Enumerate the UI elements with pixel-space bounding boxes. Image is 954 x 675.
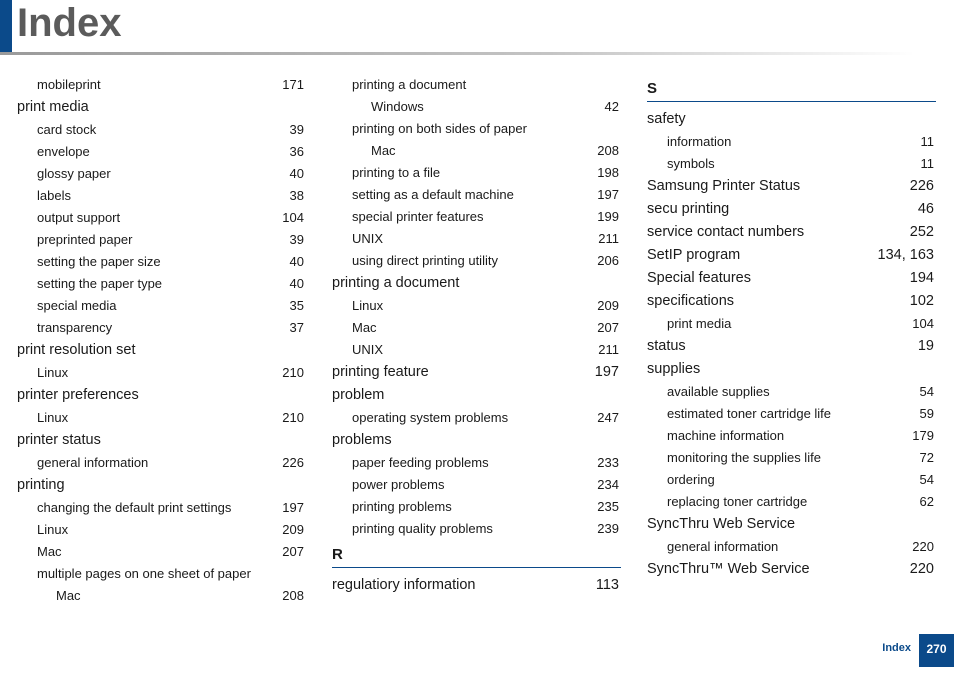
index-subentry [647,403,934,425]
index-column-1 [17,74,304,607]
entry-term: Mac [56,588,81,603]
entry-term: mobileprint [37,77,101,92]
entry-term: multiple pages on one sheet of paper [37,566,251,581]
entry-term: secu printing [647,201,730,217]
index-subentry [17,362,304,384]
index-subentry [17,185,304,207]
entry-page-ref[interactable]: 247 [597,410,619,425]
entry-page-ref[interactable]: 209 [282,522,304,537]
index-entry [647,198,934,221]
index-subentry [332,474,619,496]
header-divider [0,52,915,55]
index-letter-heading [647,74,934,108]
index-entry [647,244,934,267]
index-subentry [332,118,619,140]
index-subentry [17,452,304,474]
index-subentry [647,491,934,513]
index-subentry [17,74,304,96]
entry-term: safety [647,111,686,127]
index-subentry [332,452,619,474]
entry-term: SetIP program [647,247,741,263]
entry-term: Special features [647,270,751,286]
index-subentry [17,295,304,317]
index-subentry [332,317,619,339]
entry-term: paper feeding problems [352,455,489,470]
index-subentry [332,140,619,162]
index-subentry [17,563,304,585]
entry-page-ref[interactable]: 102 [909,293,934,309]
entry-term: special printer features [352,209,484,224]
index-subentry [17,251,304,273]
entry-term: problem [332,387,385,403]
index-entry [17,474,304,497]
index-subentry [647,536,934,558]
entry-page-ref[interactable]: 39 [289,122,304,137]
entry-term: Mac [37,544,62,559]
entry-page-ref[interactable]: 239 [597,521,619,536]
entry-term: monitoring the supplies life [667,450,821,465]
entry-term: printing [17,477,65,493]
index-subentry [332,184,619,206]
entry-page-ref[interactable]: 179 [912,428,934,443]
index-entry [647,558,934,581]
entry-page-ref[interactable]: 226 [282,455,304,470]
entry-term: UNIX [352,342,384,357]
entry-term: print media [667,316,732,331]
index-subentry [647,469,934,491]
index-entry [647,358,934,381]
entry-page-ref[interactable]: 210 [282,365,304,380]
entry-page-ref[interactable]: 197 [597,187,619,202]
entry-term: print media [17,99,89,115]
entry-page-ref[interactable]: 113 [595,577,619,593]
entry-page-ref[interactable]: 54 [919,472,934,487]
entry-term: specifications [647,293,735,309]
entry-term: replacing toner cartridge [667,494,808,509]
index-subentry [332,250,619,272]
index-entry [647,175,934,198]
entry-page-ref[interactable]: 37 [289,320,304,335]
letter-heading-text: S [647,80,658,97]
entry-term: UNIX [352,231,384,246]
index-subentry [332,339,619,361]
page-title: Index [17,1,122,45]
index-column-3 [647,74,934,581]
letter-heading-rule [332,567,621,568]
entry-page-ref[interactable]: 226 [909,178,934,194]
index-entry [647,290,934,313]
entry-page-ref[interactable]: 46 [917,201,934,217]
entry-page-ref[interactable]: 40 [289,166,304,181]
entry-page-ref[interactable]: 194 [909,270,934,286]
entry-term: using direct printing utility [352,253,498,268]
entry-page-ref[interactable]: 54 [919,384,934,399]
entry-page-ref[interactable]: 72 [919,450,934,465]
index-subentry [647,313,934,335]
entry-term: machine information [667,428,785,443]
index-subentry [17,141,304,163]
entry-term: print resolution set [17,342,136,358]
index-entry [332,574,619,597]
entry-page-ref[interactable]: 40 [289,276,304,291]
entry-page-ref[interactable]: 220 [909,561,934,577]
index-entry [17,429,304,452]
entry-term: supplies [647,361,701,377]
entry-term: setting the paper size [37,254,161,269]
letter-heading-text: R [332,546,343,563]
entry-page-ref[interactable]: 198 [597,165,619,180]
entry-page-ref[interactable]: 207 [597,320,619,335]
index-subentry [647,447,934,469]
entry-term: output support [37,210,121,225]
index-subentry [17,407,304,429]
index-subentry [332,295,619,317]
index-subentry [332,162,619,184]
index-entry [17,339,304,362]
index-subentry [332,96,619,118]
entry-term: printing to a file [352,165,441,180]
entry-term: printing on both sides of paper [352,121,527,136]
entry-term: general information [667,539,779,554]
index-entry [647,267,934,290]
entry-term: problems [332,432,392,448]
index-entry [647,513,934,536]
index-entry [17,384,304,407]
entry-term: printing quality problems [352,521,493,536]
entry-term: printing feature [332,364,429,380]
entry-term: labels [37,188,71,203]
index-subentry [17,273,304,295]
entry-page-ref[interactable]: 197 [282,500,304,515]
entry-page-ref[interactable]: 208 [282,588,304,603]
entry-term: changing the default print settings [37,500,232,515]
entry-page-ref[interactable]: 62 [919,494,934,509]
entry-term: symbols [667,156,715,171]
entry-term: printing problems [352,499,452,514]
index-subentry [17,229,304,251]
entry-page-ref[interactable]: 211 [598,231,619,246]
index-entry [647,221,934,244]
entry-page-ref[interactable]: 134, 163 [877,247,934,263]
entry-page-ref[interactable]: 39 [289,232,304,247]
entry-page-ref[interactable]: 59 [919,406,934,421]
index-subentry [332,518,619,540]
entry-term: estimated toner cartridge life [667,406,832,421]
index-subentry [17,317,304,339]
entry-page-ref[interactable]: 252 [909,224,934,240]
entry-page-ref[interactable]: 199 [597,209,619,224]
entry-term: card stock [37,122,97,137]
entry-page-ref[interactable]: 233 [597,455,619,470]
index-subentry [647,153,934,175]
index-subentry [332,74,619,96]
entry-term: Linux [37,410,69,425]
index-entry [332,429,619,452]
index-subentry [332,206,619,228]
entry-page-ref[interactable]: 104 [912,316,934,331]
index-subentry [17,497,304,519]
index-entry [647,335,934,358]
entry-term: printer status [17,432,101,448]
index-subentry [647,131,934,153]
entry-term: preprinted paper [37,232,133,247]
entry-term: printing a document [332,275,460,291]
entry-term: service contact numbers [647,224,805,240]
entry-term: envelope [37,144,90,159]
entry-term: transparency [37,320,113,335]
index-subentry [17,207,304,229]
entry-term: Mac [371,143,396,158]
index-entry [332,384,619,407]
entry-page-ref[interactable]: 36 [289,144,304,159]
entry-term: printer preferences [17,387,139,403]
entry-term: power problems [352,477,445,492]
header-accent-bar [0,0,12,52]
page-number-badge: 270 [919,634,954,667]
entry-page-ref[interactable]: 171 [282,77,304,92]
index-letter-heading [332,540,619,574]
index-subentry [17,541,304,563]
index-entry [332,361,619,384]
entry-page-ref[interactable]: 234 [597,477,619,492]
entry-term: setting the paper type [37,276,163,291]
entry-page-ref[interactable]: 207 [282,544,304,559]
entry-term: status [647,338,686,354]
entry-page-ref[interactable]: 210 [282,410,304,425]
entry-page-ref[interactable]: 235 [597,499,619,514]
entry-page-ref[interactable]: 11 [920,156,934,171]
entry-term: glossy paper [37,166,111,181]
entry-term: Linux [37,522,69,537]
index-subentry [17,119,304,141]
index-column-2 [332,74,619,597]
entry-page-ref[interactable]: 40 [289,254,304,269]
entry-term: available supplies [667,384,770,399]
entry-page-ref[interactable]: 211 [598,342,619,357]
index-subentry [647,425,934,447]
entry-term: Samsung Printer Status [647,178,801,194]
entry-term: operating system problems [352,410,509,425]
entry-term: Mac [352,320,377,335]
entry-page-ref[interactable]: 19 [917,338,934,354]
entry-term: general information [37,455,149,470]
index-subentry [332,496,619,518]
entry-term: Linux [37,365,69,380]
entry-term: SyncThru™ Web Service [647,561,810,577]
entry-page-ref[interactable]: 11 [920,134,934,149]
entry-term: ordering [667,472,715,487]
entry-page-ref[interactable]: 209 [597,298,619,313]
entry-page-ref[interactable]: 206 [597,253,619,268]
index-subentry [17,519,304,541]
index-entry [647,108,934,131]
entry-term: printing a document [352,77,467,92]
entry-term: special media [37,298,117,313]
index-entry [332,272,619,295]
entry-page-ref[interactable]: 197 [594,364,619,380]
entry-term: setting as a default machine [352,187,514,202]
entry-term: information [667,134,732,149]
index-subentry [17,163,304,185]
entry-page-ref[interactable]: 42 [604,99,619,114]
entry-term: regulatiory information [332,577,476,593]
entry-term: Linux [352,298,384,313]
index-subentry [647,381,934,403]
entry-term: SyncThru Web Service [647,516,796,532]
index-subentry [332,228,619,250]
entry-term: Windows [371,99,424,114]
entry-page-ref[interactable]: 220 [912,539,934,554]
index-subentry [332,407,619,429]
entry-page-ref[interactable]: 35 [289,298,304,313]
index-entry [17,96,304,119]
entry-page-ref[interactable]: 208 [597,143,619,158]
entry-page-ref[interactable]: 104 [282,210,304,225]
footer-section-label: Index [882,642,911,654]
index-subentry [17,585,304,607]
entry-page-ref[interactable]: 38 [289,188,304,203]
letter-heading-rule [647,101,936,102]
